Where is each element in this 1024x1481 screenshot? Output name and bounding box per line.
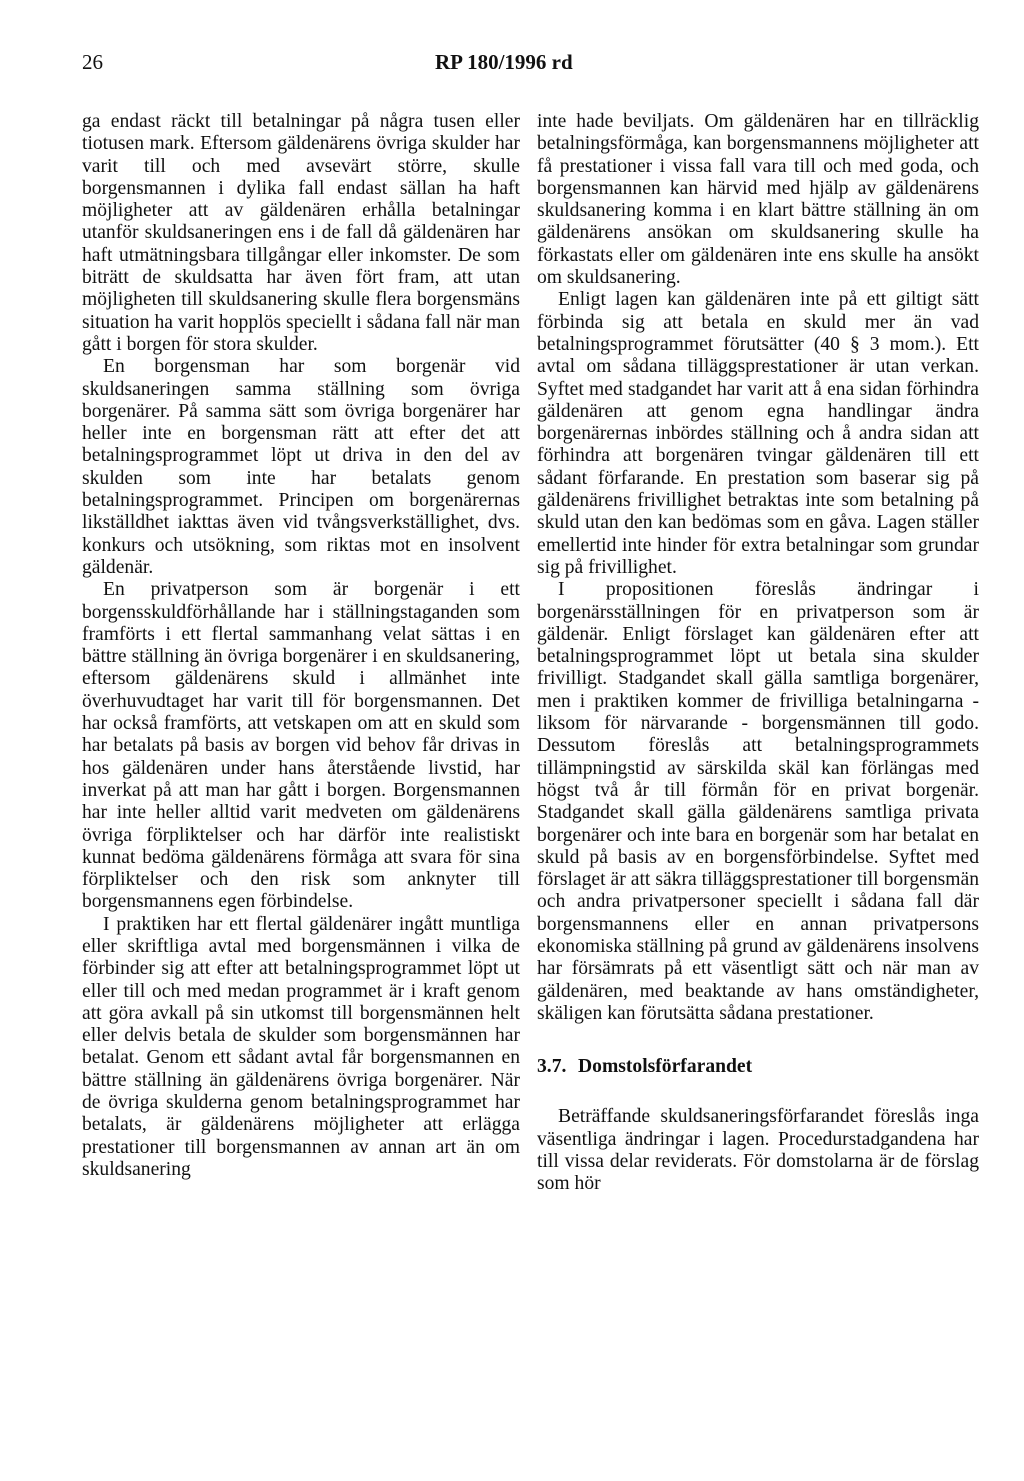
left-paragraph-4: I praktiken har ett flertal gäldenärer ingått muntliga eller skriftliga avtal med borgensmännen i vilka de förbinder sig att efter att betalningsprogrammet löpt ut eller till och med medan programmet är i kraft genom att göra avkall på sin utkomst till borgensmännen helt eller delvis betala de skulder som borgensmännen har betalat. Genom ett sådant avtal får borgensmannen en bättre ställning än gäldenärens övriga borgenärer. När de övriga skulderna genom betalningsprogrammet har betalats, är gäldenärens möjligheter att erlägga prestationer till borgensmannen av annan art än om skuldsanering [82,913,520,1180]
document-reference: RP 180/1996 rd [435,50,573,74]
right-column [537,111,979,1196]
right-paragraph-2: Enligt lagen kan gäldenären inte på ett giltigt sätt förbinda sig att betala en skuld mer än vad betalningsprogrammet förutsätter (40 § 3 mom.). Ett avtal om sådana tilläggsprestationer är utan verkan. Syftet med stadgandet har varit att å ena sidan förhindra gäldenären att genom egna handlingar ändra borgenärernas inbördes ställning och å andra sidan att förhindra att borgenären tvingar gäldenären till ett sådant förfarande. En prestation som baserar sig på gäldenärens frivillighet betraktas inte som betalning på skuld utan den kan bedömas som en gåva. Lagen ställer emellertid inte hinder för extra betalningar som grundar sig på frivillighet. [537,289,979,578]
left-paragraph-1: ga endast räckt till betalningar på några tusen eller tiotusen mark. Eftersom gäldenärens övriga skulder har varit till och med avsevärt större, skulle borgensmannen i dylika fall endast sällan ha haft möjligheter att av gäldenären erhålla betalningar utanför skuldsaneringen ens i de fall då gäldenären har haft utmätningsbara tillgångar eller inkomster. De som biträtt de skuldsatta har även fört fram, att utan möjligheten till skuldsanering skulle flera borgensmäns situation ha varit hopplös speciellt i sådana fall när man gått i borgen för stora skulder. [82,111,520,355]
section-title: Domstolsförfarandet [578,1056,753,1078]
right-paragraph-1: inte hade beviljats. Om gäldenären har en tillräcklig betalningsförmåga, kan borgensmannens möjligheter att få prestationer i vissa fall vara till och med goda, och borgensmannen kan härvid med hjälp av gäldenärens skuldsanering komma i en klart bättre ställning än om gäldenärens ansökan om skuldsanering skulle ha förkastats eller om gäldenären inte ens skulle ha ansökt om skuldsanering. [537,111,979,289]
right-paragraph-3: I propositionen föreslås ändringar i borgenärsställningen för en privatperson som är gäldenär. Enligt förslaget kan gäldenären efter att betalningsprogrammet löpt ut betala sina skulder frivilligt. Stadgandet skall gälla samtliga borgenärer, men i praktiken kommer de frivilliga betalningarna - liksom för närvarande - borgensmännen till godo. Dessutom föreslås att betalningsprogrammets tillämpningstid av särskilda skäl kan förlängas med högst två år till förmån för en privat borgenär. Stadgandet skall gälla gäldenärens samtliga privata borgenärer och inte bara en borgenär som har betalat en skuld på basis av en borgensförbindelse. Syftet med förslaget är att säkra tilläggsprestationer till borgensmän och andra privatpersoner speciellt i sådana fall där borgensmannens eller en annan privatpersons ekonomiska ställning på grund av gäldenärens insolvens har försämrats på ett väsentligt sätt och när man av gäldenären, med beaktande av hans omständigheter, skäligen kan förutsätta sådana prestationer. [537,579,979,1024]
section-heading [537,1056,979,1078]
left-paragraph-2: En borgensman har som borgenär vid skuldsaneringen samma ställning som övriga borgenärer. På samma sätt som övriga borgenärer har heller inte en borgensman rätt att efter det att betalningsprogrammet löpt ut driva in den del av skulden som inte har betalats genom betalningsprogrammet. Principen om borgenärernas likställdhet iakttas även vid tvångsverkställighet, dvs. konkurs och utsökning, som riktas mot en insolvent gäldenär. [82,356,520,578]
left-column [82,111,520,1181]
left-paragraph-3: En privatperson som är borgenär i ett borgensskuldförhållande har i ställningstaganden som framförts i ett flertal sammanhang velat sättas i en bättre ställning än övriga borgenärer i en skuldsanering, eftersom gäldenärens skuld i allmänhet inte överhuvudtaget har varit till för borgensmannen. Det har också framförts, att vetskapen om att en skuld som har betalats på basis av borgen vid behov får drivas in hos gäldenären under hans återstående livstid, har inverkat på att man har gått i borgen. Borgensmannen har inte heller alltid varit medveten om gäldenärens övriga förpliktelser och har därför inte realistiskt kunnat bedöma gäldenärens förmåga att svara för sina förpliktelser och den risk som anknyter till borgensmannens egen förbindelse. [82,579,520,913]
section-paragraph: Beträffande skuldsaneringsförfarandet föreslås inga väsentliga ändringar i lagen. Procedurstadgandena har till vissa delar reviderats. För domstolarna är de förslag som hör [537,1106,979,1195]
page-header [0,50,1024,80]
page-number: 26 [82,50,103,74]
section-number: 3.7. [537,1056,567,1078]
